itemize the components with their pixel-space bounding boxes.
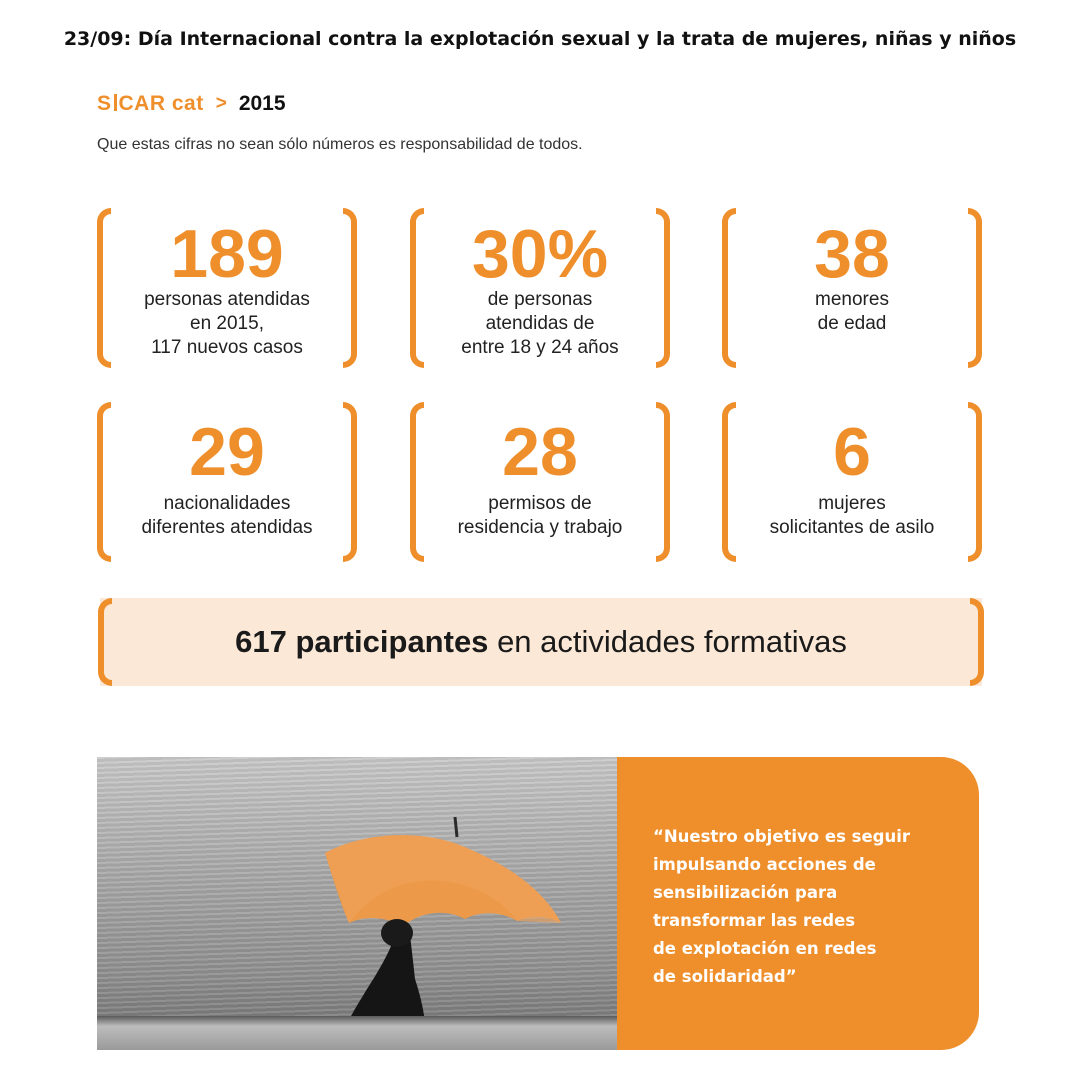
participants-banner bbox=[100, 598, 982, 686]
banner-text: 617 participantes en actividades formativas bbox=[235, 624, 847, 659]
stat-card-attended bbox=[97, 208, 357, 368]
stat-label: nacionalidades diferentes atendidas bbox=[141, 493, 313, 538]
breadcrumb bbox=[97, 92, 286, 116]
quote-text: “Nuestro objetivo es seguir impulsando acciones de sensibilización para transformar las redes de explotación en redes de solidaridad” bbox=[653, 827, 911, 986]
stat-label: personas atendidas en 2015, 117 nuevos casos bbox=[144, 289, 310, 358]
stat-number: 30% bbox=[471, 216, 609, 292]
stat-label: mujeres solicitantes de asilo bbox=[769, 493, 935, 538]
stat-number: 29 bbox=[189, 414, 265, 490]
stat-label: permisos de residencia y trabajo bbox=[457, 493, 623, 538]
stat-card-permits bbox=[410, 402, 670, 562]
stat-label: de personas atendidas de entre 18 y 24 años bbox=[461, 289, 619, 358]
stat-card-minors bbox=[722, 208, 982, 368]
stat-number: 28 bbox=[502, 414, 578, 490]
breadcrumb-separator: > bbox=[215, 93, 227, 114]
tagline: Que estas cifras no sean sólo números es responsabilidad de todos. bbox=[97, 136, 583, 153]
stat-number: 189 bbox=[170, 216, 284, 292]
quote-card bbox=[97, 757, 979, 1050]
quote-panel bbox=[617, 757, 979, 1050]
stat-card-nationalities bbox=[97, 402, 357, 562]
stat-card-age-range bbox=[410, 208, 670, 368]
stat-number: 6 bbox=[833, 414, 871, 490]
stat-number: 38 bbox=[814, 216, 890, 292]
brand-logo: S CAR cat bbox=[97, 92, 204, 115]
umbrella-photo bbox=[97, 757, 617, 1050]
breadcrumb-year: 2015 bbox=[238, 92, 286, 115]
headline: 23/09: Día Internacional contra la explotación sexual y la trata de mujeres, niñas y niños bbox=[63, 28, 1017, 50]
stat-label: menores de edad bbox=[815, 289, 889, 334]
stat-card-asylum bbox=[722, 402, 982, 562]
